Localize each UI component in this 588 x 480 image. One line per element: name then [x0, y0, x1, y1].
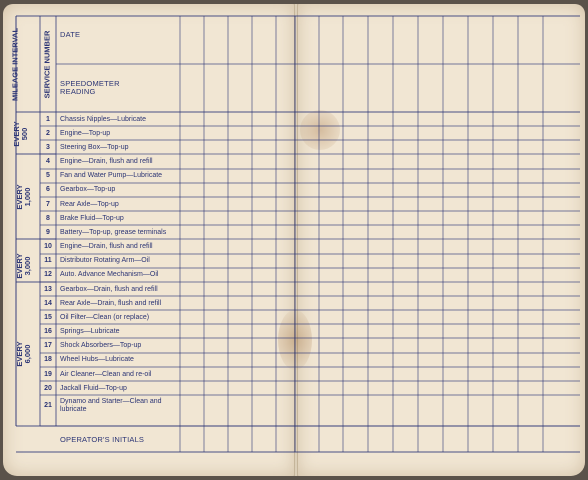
service-item: Chassis Nipples—Lubricate	[60, 116, 146, 123]
service-number: 2	[46, 130, 50, 137]
group-mileage: 500	[19, 127, 29, 141]
mileage-interval-label: MILEAGE INTERVAL	[10, 27, 20, 102]
service-item: Gearbox—Top-up	[60, 186, 116, 193]
service-number: 15	[44, 314, 52, 321]
service-item	[60, 398, 162, 414]
group-label-every-500	[13, 119, 33, 149]
date-label: DATE	[60, 30, 81, 39]
service-number: 4	[46, 158, 50, 165]
service-item: Rear Axle—Top-up	[60, 201, 119, 208]
service-number-label: SERVICE NUMBER	[42, 30, 52, 99]
service-item: Engine—Drain, flush and refill	[60, 243, 153, 250]
group-every: EVERY	[12, 121, 21, 147]
service-number: 21	[44, 402, 52, 409]
service-number: 20	[44, 385, 52, 392]
group-every: EVERY	[15, 341, 24, 367]
service-item: Wheel Hubs—Lubricate	[60, 356, 134, 363]
service-item: Fan and Water Pump—Lubricate	[60, 172, 163, 179]
service-item: Shock Absorbers—Top-up	[60, 342, 142, 349]
service-item: Gearbox—Drain, flush and refill	[60, 286, 158, 293]
service-item: Air Cleaner—Clean and re-oil	[60, 371, 152, 378]
service-number: 14	[44, 300, 52, 307]
service-item: Steering Box—Top-up	[60, 144, 129, 151]
service-item-line: Dynamo and Starter—Clean and	[60, 398, 162, 405]
group-mileage: 3,000	[22, 256, 32, 276]
service-number: 10	[44, 243, 52, 250]
service-item: Brake Fluid—Top-up	[60, 215, 124, 222]
service-item: Jackall Fluid—Top-up	[60, 385, 127, 392]
service-number: 3	[46, 144, 50, 151]
service-item-line: lubricate	[60, 406, 87, 414]
service-item: Distributor Rotating Arm—Oil	[60, 257, 150, 264]
group-label-every-1000	[16, 179, 36, 215]
speedometer-line: SPEEDOMETER	[60, 79, 120, 88]
service-item: Engine—Top-up	[60, 130, 111, 137]
service-item: Springs—Lubricate	[60, 328, 120, 335]
service-number: 1	[46, 116, 50, 123]
service-item: Auto. Advance Mechanism—Oil	[60, 271, 159, 278]
group-label-every-3000	[16, 248, 36, 284]
service-number: 16	[44, 328, 52, 335]
service-number: 19	[44, 371, 52, 378]
service-number: 9	[46, 229, 50, 236]
reading-line: READING	[60, 87, 96, 97]
service-number: 5	[46, 172, 50, 179]
speedometer-reading-label	[60, 80, 120, 97]
service-number: 18	[44, 356, 52, 363]
group-label-every-6000	[16, 336, 36, 372]
group-mileage: 6,000	[22, 344, 32, 364]
service-number: 11	[44, 257, 52, 264]
service-item: Rear Axle—Drain, flush and refill	[60, 300, 162, 307]
service-number: 8	[46, 215, 50, 222]
service-number: 12	[44, 271, 52, 278]
group-every: EVERY	[15, 253, 24, 279]
service-item: Engine—Drain, flush and refill	[60, 158, 153, 165]
service-number: 13	[44, 286, 52, 293]
operators-initials-label: OPERATOR'S INITIALS	[60, 435, 145, 444]
service-number: 6	[46, 186, 50, 193]
service-number: 7	[46, 201, 50, 208]
service-number: 17	[44, 342, 52, 349]
group-every: EVERY	[15, 184, 24, 210]
group-mileage: 1,000	[22, 187, 32, 207]
service-item: Battery—Top-up, grease terminals	[60, 229, 167, 236]
service-item: Oil Filter—Clean (or replace)	[60, 314, 150, 321]
